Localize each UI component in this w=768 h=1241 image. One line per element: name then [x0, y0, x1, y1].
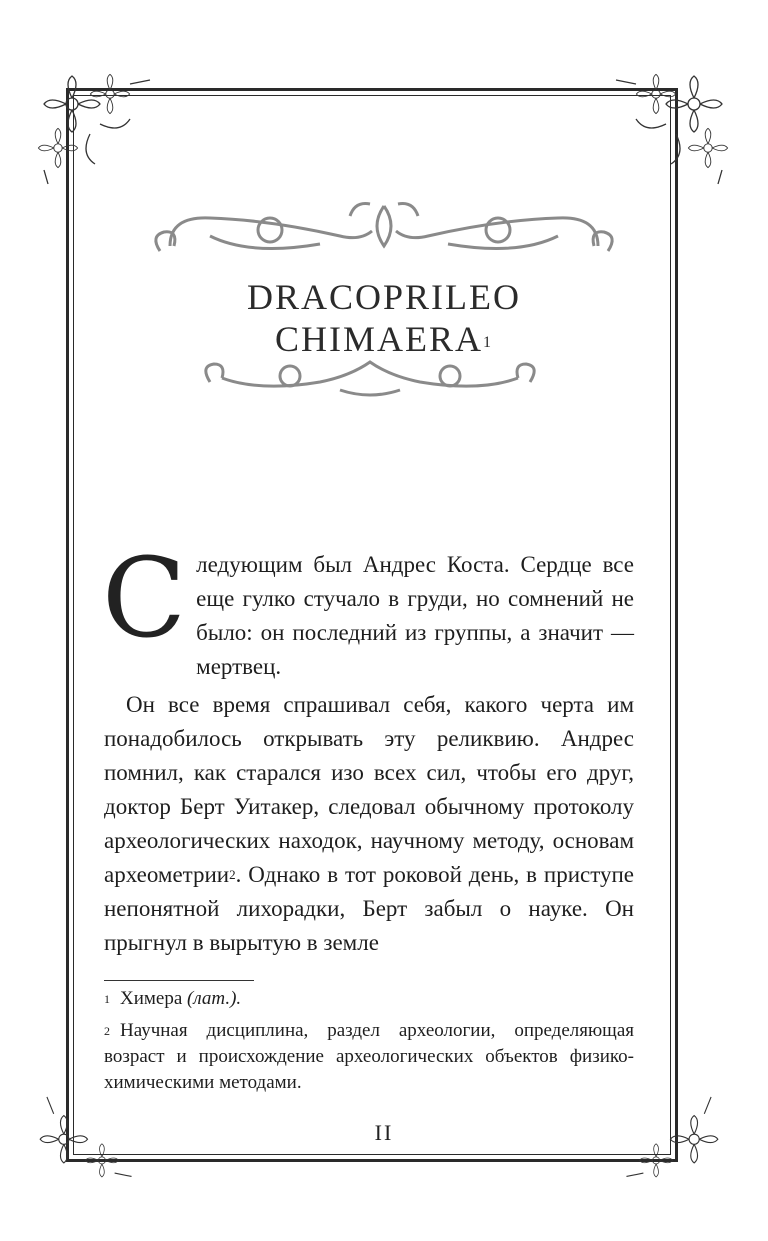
footnote-1-mark: 1 — [104, 992, 110, 1006]
footnote-1 — [104, 986, 634, 1012]
footnote-2-text: Научная дисциплина, раздел археологии, определяющая возраст и происхождение археологических объектов физико-химическими методами. — [104, 1020, 634, 1093]
paragraph-2 — [104, 688, 634, 960]
chapter-title-line2-text: CHIMAERA — [274, 319, 483, 359]
page-number: II — [374, 1120, 394, 1145]
chapter-title — [0, 276, 768, 360]
paragraph-2-part-b: . Однако в тот роковой день, в приступе непонятной лихорадки, Берт забыл о науке. Он прыгнул в вырытую в земле — [104, 862, 634, 955]
main-text — [102, 534, 634, 960]
paragraph-1: ледующим был Андрес Коста. Сердце все еще гулко стучало в груди, но сомнений не было: он последний из группы, а значит — мертвец. — [196, 552, 634, 679]
footnote-2-mark: 2 — [104, 1024, 110, 1038]
footnote-2 — [104, 1018, 634, 1096]
footnotes — [104, 986, 634, 1102]
bottom-flourish-ornament-icon — [200, 352, 540, 402]
drop-cap: С — [102, 534, 187, 662]
title-footnote-ref: 1 — [483, 334, 493, 351]
flower-corner-top-right-icon — [606, 64, 736, 194]
flower-corner-top-left-icon — [30, 64, 160, 194]
top-flourish-ornament-icon — [150, 196, 618, 266]
footnote-ref-2: 2 — [229, 867, 236, 882]
paragraph-2-part-a: Он все время спрашивал себя, какого черта им понадобилось открывать эту реликвию. Андрес помнил, как старался изо всех сил, чтобы его друг, доктор Берт Уитакер, следовал обычному протоколу археологических находок, научному методу, основам археометрии — [104, 692, 634, 887]
footnote-1-italic: (лат.). — [187, 988, 242, 1009]
chapter-title-line1: DRACOPRILEO — [246, 277, 522, 317]
footnote-1-text: Химера — [120, 988, 188, 1009]
footnote-divider — [104, 980, 254, 981]
